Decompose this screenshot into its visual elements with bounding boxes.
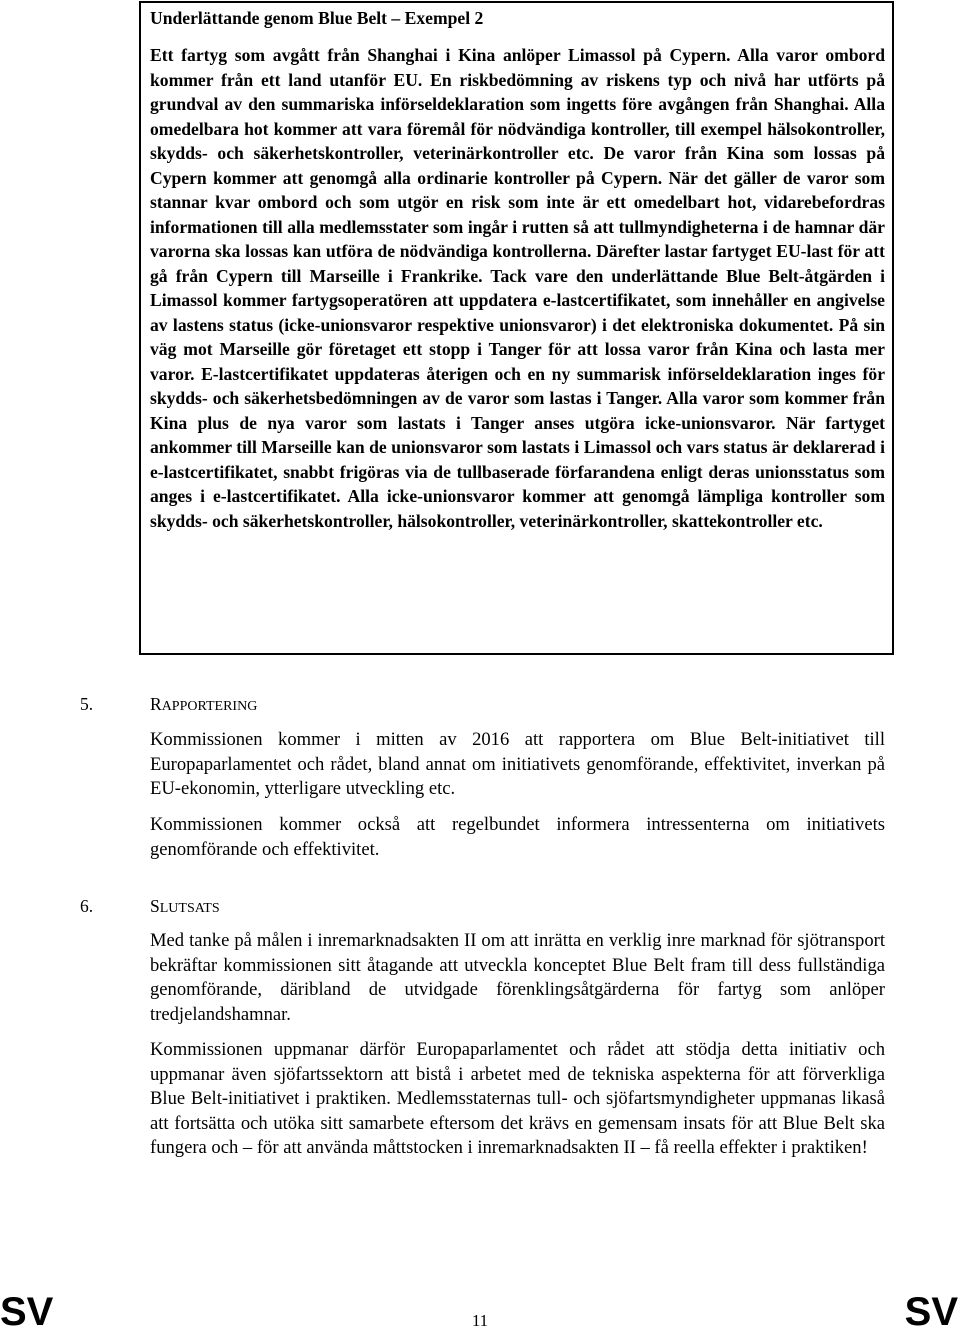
section-5-paragraph-1: Kommissionen kommer i mitten av 2016 att rapportera om Blue Belt-initiativet till Europaparlamentet och rådet, bland annat om initiativets genomförande, effektivitet, inverkan på EU-ekonomin, ytterligare utveckling etc. (150, 729, 885, 800)
section-6-paragraph-2: Kommissionen uppmanar därför Europaparlamentet och rådet att stödja detta initiativ och uppmanar även sjöfartssektorn att bistå i arbetet med de tekniska aspekterna för att förverkliga Blue Belt-initiativet i praktiken. Medlemsstaternas tull- och sjöfartsmyndigheter uppmanas likaså att fortsätta och utöka sitt samarbete eftersom det krävs en gemensam insats för att Blue Belt ska fungera och – för att använda måttstocken i inremarknadsakten II – få reella effekter i praktiken! (150, 1039, 885, 1159)
section-6-heading (80, 895, 580, 920)
section-5-heading (80, 693, 580, 718)
section-6-paragraph-1: Med tanke på målen i inremarknadsakten II om att inrätta en verklig inre marknad för sjötransport bekräftar kommissionen sitt åtagande att utveckla konceptet Blue Belt fram till dess fullständiga genomförande, däribland de utvidgade förenklingsåtgärderna för fartyg som anlöper tredjelandshamnar. (150, 930, 885, 1025)
section-5-number: 5. (80, 694, 94, 714)
footer-language-left: SV (0, 1290, 54, 1334)
section-5-title-initial: R (150, 694, 162, 714)
section-6-title-initial: S (150, 896, 160, 916)
example-box-body: Ett fartyg som avgått från Shanghai i Kina anlöper Limassol på Cypern. Alla varor ombord kommer från ett land utanför EU. En riskbedömning av riskens typ och nivå har utförts på grundval av den summariska införseldeklaration som ingetts före avgången från Shanghai. Alla omedelbara hot kommer att vara föremål för nödvändiga kontroller, till exempel hälsokontroller, skydds- och säkerhetskontroller, veterinärkontroller etc. De varor från Kina som lossas på Cypern kommer att genomgå alla ordinarie kontroller på Cypern. När det gäller de varor som stannar kvar ombord och som utgör en risk som inte är ett omedelbart hot, vidarebefordras informationen till alla medlemsstater som ingår i rutten så att tullmyndigheterna i de hamnar där varorna ska lossas kan utföra de nödvändiga kontrollerna. Därefter lastar fartyget EU-last för att gå från Cypern till Marseille i Frankrike. Tack vare den underlättande Blue Belt-åtgärden i Limassol kommer fartygsoperatören att uppdatera e-lastcertifikatet, som innehåller en angivelse av lastens status (icke-unionsvaror respektive unionsvaror) i det elektroniska dokumentet. På sin väg mot Marseille gör företaget ett stopp i Tanger för att lossa varor från Kina och lasta mer varor. E-lastcertifikatet uppdateras återigen och en ny summarisk införseldeklaration inges för skydds- och säkerhetsbedömningen av de varor som lastas i Tanger. Alla varor som kommer från Kina plus de nya varor som lastats i Tanger anses utgöra icke-unionsvaror. När fartyget ankommer till Marseille kan de unionsvaror som lastats i Limassol och vars status är deklarerad i e-lastcertifikatet, snabbt frigöras via de tullbaserade förfarandena enligt deras unionsstatus som anges i e-lastcertifikatet. Alla icke-unionsvaror kommer att genomgå lämpliga kontroller som skydds- och säkerhetskontroller, hälsokontroller, veterinärkontroller, skattekontroller etc. (150, 45, 885, 531)
footer-language-right: SV (904, 1290, 958, 1334)
example-box-title: Underlättande genom Blue Belt – Exempel 2 (150, 8, 484, 28)
section-5-title-rest: APPORTERING (161, 699, 258, 714)
section-5-paragraph-2: Kommissionen kommer också att regelbundet informera intressenterna om initiativets genomförande och effektivitet. (150, 814, 885, 860)
section-6-number: 6. (80, 896, 94, 916)
section-6-title-rest: LUTSATS (159, 901, 220, 916)
page-number: 11 (471, 1311, 489, 1330)
